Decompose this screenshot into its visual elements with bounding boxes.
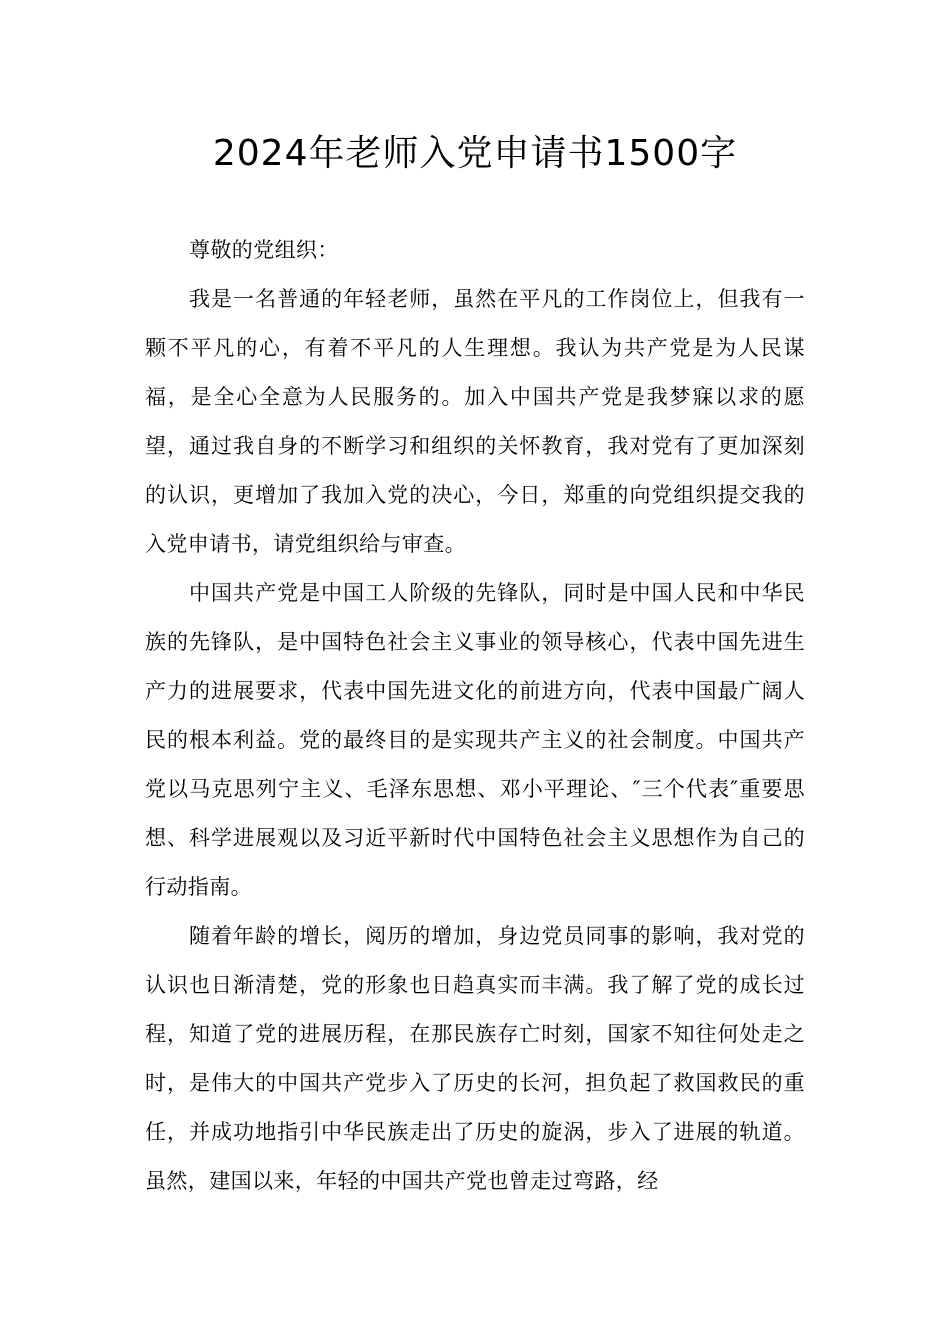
document-body	[145, 226, 805, 1206]
document-title: 2024年老师入党申请书1500字	[212, 133, 738, 174]
paragraph: 我是一名普通的年轻老师，虽然在平凡的工作岗位上，但我有一颗不平凡的心，有着不平凡的人生理想。我认为共产党是为人民谋福，是全心全意为人民服务的。加入中国共产党是我梦寐以求的愿望，通过我自身的不断学习和组织的关怀教育，我对党有了更加深刻的认识，更增加了我加入党的决心，今日，郑重的向党组织提交我的入党申请书，请党组织给与审查。	[145, 287, 805, 556]
paragraph: 中国共产党是中国工人阶级的先锋队，同时是中国人民和中华民族的先锋队，是中国特色社会主义事业的领导核心，代表中国先进生产力的进展要求，代表中国先进文化的前进方向，代表中国最广阔人民的根本利益。党的最终目的是实现共产主义的社会制度。中国共产党以马克思列宁主义、毛泽东思想、邓小平理论、″三个代表″重要思想、科学进展观以及习近平新时代中国特色社会主义思想作为自己的行动指南。	[145, 581, 805, 899]
salutation: 尊敬的党组织：	[189, 238, 339, 262]
paragraph: 随着年龄的增长，阅历的增加，身边党员同事的影响，我对党的认识也日渐清楚，党的形象也日趋真实而丰满。我了解了党的成长过程，知道了党的进展历程，在那民族存亡时刻，国家不知往何处走之时，是伟大的中国共产党步入了历史的长河，担负起了救国救民的重任，并成功地指引中华民族走出了历史的旋涡，步入了进展的轨道。虽然，建国以来，年轻的中国共产党也曾走过弯路，经	[145, 924, 805, 1193]
